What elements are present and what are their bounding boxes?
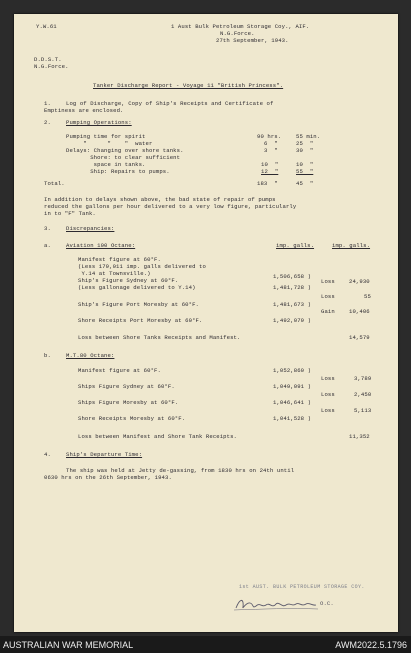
discrepancy-value: 1,506,658 )	[273, 273, 312, 280]
discrepancy-line: Ships Figure Sydney at 60°F.	[78, 383, 175, 390]
section-2-heading: Pumping Operations:	[66, 119, 132, 126]
discrepancy-value: 1,046,641 )	[273, 399, 312, 406]
discrepancy-value: 1,492,079 )	[273, 317, 312, 324]
subsection-b-letter: b.	[44, 352, 51, 359]
discrepancy-line: Ship's Figure Sydney at 60°F.	[78, 277, 179, 284]
pumping-row-hrs: 10 "	[261, 161, 279, 168]
discrepancy-tag: Loss	[321, 407, 335, 414]
unit-name: 1 Aust Bulk Petroleum Storage Coy., AIF.	[171, 23, 310, 30]
subsection-b-heading: M.T.80 Octane:	[66, 352, 115, 359]
discrepancy-tag: Loss	[321, 375, 335, 382]
section-2-number: 2.	[44, 119, 51, 126]
discrepancy-tag: Loss	[321, 293, 335, 300]
unit-stamp: 1st AUST. BULK PETROLEUM STORAGE COY.	[239, 584, 365, 590]
pumping-row-mins: 10 "	[296, 161, 314, 168]
pumping-note-line: in to "F" Tank.	[44, 210, 96, 217]
discrepancy-amount: 10,406	[349, 308, 370, 315]
section-1-number: 1.	[44, 100, 51, 107]
discrepancy-summary-amount: 11,352	[349, 433, 370, 440]
pumping-row-label: Ship: Repairs to pumps.	[66, 168, 170, 175]
pumping-row-label: Pumping time for spirit	[66, 133, 146, 140]
archive-name: AUSTRALIAN WAR MEMORIAL	[3, 640, 134, 650]
addressee-line-1: D.D.S.T.	[34, 56, 62, 63]
discrepancy-summary: Loss between Shore Tanks Receipts and Manifest.	[78, 334, 241, 341]
discrepancy-tag: Gain	[321, 308, 335, 315]
discrepancy-value: 1,481,728 )	[273, 284, 312, 291]
letter-date: 27th September, 1943.	[216, 37, 289, 44]
discrepancy-line: Shore Receipts Port Moresby at 60°F.	[78, 317, 203, 324]
pumping-total-mins: 45 "	[296, 180, 314, 187]
column-header-galls-1: imp. galls.	[276, 242, 315, 249]
pumping-row-label: Delays: Changing over shore tanks.	[66, 147, 184, 154]
pumping-row-label: " " " water	[66, 140, 153, 147]
pumping-row-hrs: 3 "	[264, 147, 278, 154]
pumping-row-hrs: 90 hrs.	[257, 133, 282, 140]
pumping-total-hrs: 183 "	[257, 180, 278, 187]
discrepancy-line: (Less 179,011 imp. galls delivered to	[78, 263, 206, 270]
section-3-heading: Discrepancies:	[66, 225, 115, 232]
pumping-row-hrs: 6 "	[264, 140, 278, 147]
pumping-row-mins: 30 "	[296, 147, 314, 154]
discrepancy-line: Ships Figure Moresby at 60°F.	[78, 399, 179, 406]
pumping-row-mins: 55 "	[296, 168, 314, 175]
discrepancy-amount: 55	[364, 293, 371, 300]
discrepancy-tag: Loss	[321, 278, 335, 285]
addressee-line-2: N.G.Force.	[34, 63, 69, 70]
pumping-row-label: Shore: to clear sufficient	[66, 154, 181, 161]
discrepancy-value: 1,041,528 )	[273, 415, 312, 422]
section-4-heading: Ship's Departure Time:	[66, 451, 143, 458]
section-3-number: 3.	[44, 225, 51, 232]
discrepancy-line: Shore Receipts Moresby at 60°F.	[78, 415, 186, 422]
discrepancy-amount: 24,930	[349, 278, 370, 285]
discrepancy-summary: Loss between Manifest and Shore Tank Receipts.	[78, 433, 238, 440]
discrepancy-tag: Loss	[321, 391, 335, 398]
discrepancy-line: Manifest figure at 60°F.	[78, 256, 161, 263]
subsection-a-letter: a.	[44, 242, 51, 249]
column-header-galls-2: imp. galls.	[332, 242, 371, 249]
pumping-note-line: In addition to delays shown above, the bad state of repair of pumps	[44, 196, 276, 203]
subsection-a-heading: Aviation 100 Octane:	[66, 242, 136, 249]
section-4-line-2: 0630 hrs on the 26th September, 1943.	[44, 474, 172, 481]
pumping-row-label: space in tanks.	[66, 161, 146, 168]
discrepancy-amount: 3,789	[354, 375, 372, 382]
pumping-row-mins: 55 min.	[296, 133, 321, 140]
section-1-line-2: Emptiness are enclosed.	[44, 107, 124, 114]
discrepancy-amount: 2,450	[354, 391, 372, 398]
pumping-row-mins: 25 "	[296, 140, 314, 147]
discrepancy-value: 1,049,091 )	[273, 383, 312, 390]
form-ref: Y.W.61	[36, 23, 57, 30]
pumping-note-line: reduced the gallons per hour delivered to a very low figure, particularly	[44, 203, 297, 210]
discrepancy-line: Y.14 at Townsville.)	[78, 270, 151, 277]
discrepancy-amount: 5,113	[354, 407, 372, 414]
discrepancy-line: Manifest figure at 60°F.	[78, 367, 161, 374]
discrepancy-value: 1,052,860 )	[273, 367, 312, 374]
section-4-line-1: The ship was held at Jetty de-gassing, from 1830 hrs on 24th until	[66, 467, 295, 474]
document-page	[14, 14, 398, 632]
section-1-line-1: Log of Discharge, Copy of Ship's Receipts and Certificate of	[66, 100, 274, 107]
pumping-total-label: Total.	[44, 180, 65, 187]
discrepancy-value: 1,481,673 )	[273, 301, 312, 308]
archive-reference: AWM2022.5.1796	[335, 640, 407, 650]
pumping-row-hrs: 12 "	[261, 168, 279, 175]
signature-title: O.C.	[320, 600, 334, 607]
discrepancy-line: Ship's Figure Port Moresby at 60°F.	[78, 301, 199, 308]
section-4-number: 4.	[44, 451, 51, 458]
discrepancy-summary-amount: 14,579	[349, 334, 370, 341]
force-name: N.G.Force.	[220, 30, 255, 37]
report-title: Tanker Discharge Report - Voyage 11 "British Princess".	[93, 82, 284, 89]
discrepancy-line: (Less gallonage delivered to Y.14)	[78, 284, 196, 291]
